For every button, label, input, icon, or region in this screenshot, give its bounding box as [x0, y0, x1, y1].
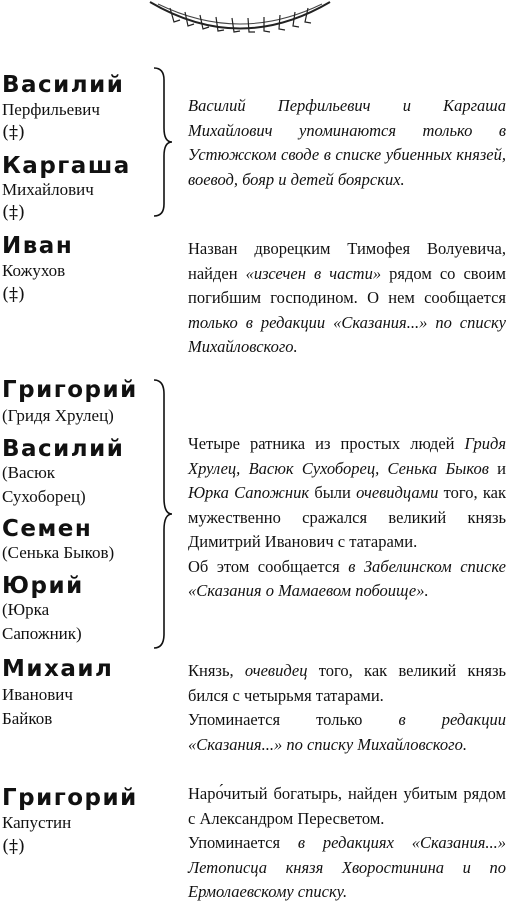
death-mark: (‡) — [2, 202, 26, 223]
curly-brace — [150, 66, 176, 218]
description-2 — [188, 237, 506, 360]
description-text: Четыре ратника из простых людей — [188, 434, 465, 453]
person-name: Василий — [2, 436, 125, 462]
person-name: Михаил — [2, 656, 114, 682]
description-text: того, как великий князь бился с четырьмя татарами. — [188, 661, 506, 705]
person-name: Иван — [2, 233, 74, 259]
person-name: Григорий — [2, 377, 138, 403]
person-surname: Байков — [2, 709, 53, 728]
death-mark: (‡) — [2, 122, 26, 143]
person-nickname: (Гридя Хрулец) — [2, 406, 114, 425]
description-emphasis: очевидец — [244, 661, 308, 680]
person-name: Каргаша — [2, 153, 131, 179]
death-mark: (‡) — [2, 836, 26, 857]
person-name: Василий — [2, 72, 125, 98]
description-names: Гридя Хрулец, Васюк Сухоборец, Сенька Быков — [188, 434, 506, 478]
person-nickname: (Юрка — [2, 600, 50, 619]
person-nickname: Сухоборец) — [2, 487, 86, 506]
description-source: в редакции «Сказания...» по списку Михайловского. — [188, 710, 506, 754]
person-nickname: Сапожник) — [2, 624, 82, 643]
description-source: только в редакции «Сказания...» по списку Михайловского. — [188, 312, 506, 356]
description-5 — [188, 782, 506, 905]
description-1 — [188, 94, 506, 192]
description-text: Наро́читый богатырь, найден убитым рядом с Александром Пересветом. — [188, 784, 506, 828]
description-text: и — [488, 458, 506, 478]
description-source: в редакциях «Сказания...» Летописца князя Хворостинина и по Ермолаевскому списку. — [188, 833, 506, 901]
curly-brace — [150, 378, 176, 650]
description-text: были — [309, 483, 357, 502]
person-surname: Иванович — [2, 685, 73, 704]
person-surname: Михайлович — [2, 180, 94, 199]
person-surname: Капустин — [2, 813, 72, 832]
person-nickname: (Сенька Быков) — [2, 543, 115, 562]
description-text: того, как мужественно сражался великий князь Димитрий Иванович с татарами. — [188, 483, 506, 551]
description-text: Назван дворецким Тимофея Волуевича, найден — [188, 239, 506, 283]
description-quote: «изсечен в части» — [245, 263, 382, 283]
description-emphasis: очевидцами — [356, 483, 439, 502]
decorative-ornament — [140, 0, 340, 40]
death-mark: (‡) — [2, 284, 26, 305]
person-surname: Перфильевич — [2, 100, 100, 119]
description-text: Упоминается — [188, 833, 298, 852]
description-text: рядом со своим погибшим господином. О нем сообщается — [188, 263, 506, 307]
description-text: Упоминается только — [188, 710, 399, 729]
description-names: Юрка Сапожник — [188, 483, 310, 502]
person-nickname: (Васюк — [2, 463, 56, 482]
person-name: Юрий — [2, 573, 84, 599]
description-text: Князь, — [188, 661, 245, 680]
person-name: Григорий — [2, 785, 138, 811]
description-source: в Забелинском списке «Сказания о Мамаевом побоище». — [188, 556, 506, 600]
description-text: Об этом сообщается — [188, 556, 349, 576]
description-4 — [188, 659, 506, 757]
description-3 — [188, 432, 506, 604]
person-name: Семен — [2, 516, 93, 542]
person-surname: Кожухов — [2, 261, 66, 280]
description-text: Василий Перфильевич и Каргаша Михайлович упоминаются только в Устюжском своде в списке убиенных князей, воевод, бояр и детей боярских. — [188, 96, 506, 189]
